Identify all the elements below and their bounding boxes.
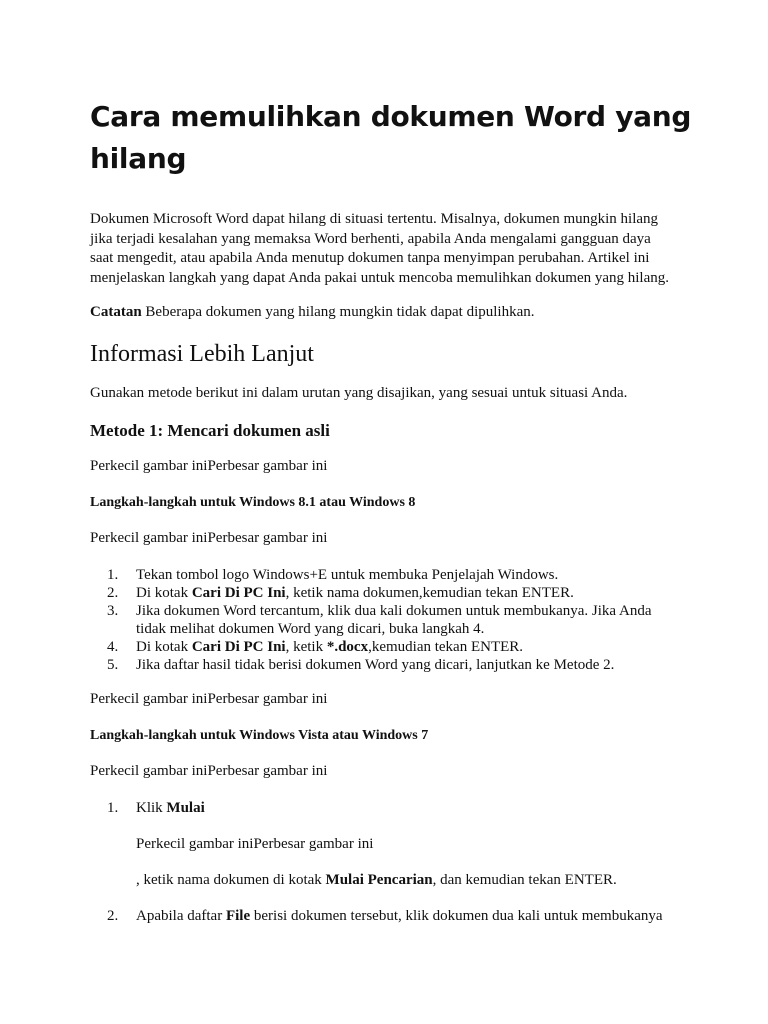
- step-text: , ketik: [285, 639, 327, 655]
- list-item: [107, 656, 696, 674]
- intro-paragraph: [90, 210, 669, 288]
- step-bold: File: [225, 908, 251, 924]
- step-bold: *.docx: [326, 639, 369, 655]
- win7-heading: Langkah-langkah untuk Windows Vista atau Windows 7: [90, 728, 429, 743]
- step-text: Jika dokumen Word tercantum, klik dua kali dokumen untuk membukanya. Jika Anda tidak melihat dokumen Word yang dicari, buka langkah 4.: [136, 603, 652, 637]
- list-item: [107, 584, 696, 602]
- intro-line: jika terjadi kesalahan yang memaksa Word berhenti, apabila Anda mengalami gangguan daya: [90, 230, 651, 247]
- list-item: [107, 638, 696, 656]
- intro-line: saat mengedit, atau apabila Anda menutup dokumen tanpa menyimpan perubahan. Artikel ini: [90, 250, 650, 266]
- list-number: 2.: [107, 908, 119, 924]
- note-paragraph: [90, 303, 535, 323]
- step-text: , ketik nama dokumen di kotak: [136, 872, 326, 888]
- list-number: 3.: [107, 603, 119, 619]
- step-continuation: [136, 871, 696, 889]
- image-toggle-link[interactable]: Perkecil gambar iniPerbesar gambar ini: [90, 458, 328, 474]
- step-text: ,kemudian tekan ENTER.: [368, 639, 524, 655]
- list-item: [107, 799, 696, 817]
- section-intro: Gunakan metode berikut ini dalam urutan yang disajikan, yang sesuai untuk situasi Anda.: [90, 385, 628, 401]
- note-text: Beberapa dokumen yang hilang mungkin tidak dapat dipulihkan.: [141, 304, 535, 320]
- step-text: berisi dokumen tersebut, klik dokumen dua kali untuk membukanya: [250, 908, 663, 924]
- page-title: Cara memulihkan dokumen Word yang hilang: [90, 100, 692, 175]
- step-text: Jika daftar hasil tidak berisi dokumen Word yang dicari, lanjutkan ke Metode 2.: [136, 657, 615, 673]
- step-text: , ketik nama dokumen,kemudian tekan ENTER.: [285, 585, 574, 601]
- list-number: 1.: [107, 800, 119, 816]
- note-label: Catatan: [90, 304, 142, 320]
- step-bold: Cari Di PC Ini: [191, 585, 286, 601]
- list-item: [107, 907, 696, 925]
- image-toggle-link[interactable]: Perkecil gambar iniPerbesar gambar ini: [90, 530, 328, 546]
- step-text: Di kotak: [136, 639, 192, 655]
- step-text: Apabila daftar: [136, 908, 226, 924]
- step-text: , dan kemudian tekan ENTER.: [432, 872, 617, 888]
- step-text: Klik: [136, 800, 167, 816]
- step-text: Di kotak: [136, 585, 192, 601]
- intro-line: Dokumen Microsoft Word dapat hilang di situasi tertentu. Misalnya, dokumen mungkin hilang: [90, 211, 659, 227]
- image-toggle-link[interactable]: Perkecil gambar iniPerbesar gambar ini: [136, 836, 374, 852]
- step-bold: Mulai Pencarian: [325, 872, 433, 888]
- list-number: 5.: [107, 657, 119, 673]
- list-number: 1.: [107, 567, 119, 583]
- step-text: Tekan tombol logo Windows+E untuk membuka Penjelajah Windows.: [136, 567, 559, 583]
- image-toggle-link[interactable]: Perkecil gambar iniPerbesar gambar ini: [90, 763, 328, 779]
- win8-heading: Langkah-langkah untuk Windows 8.1 atau Windows 8: [90, 495, 416, 510]
- intro-line: menjelaskan langkah yang dapat Anda pakai untuk mencoba memulihkan dokumen yang hilang.: [90, 269, 670, 286]
- list-number: 2.: [107, 585, 119, 601]
- step-bold: Mulai: [166, 800, 205, 816]
- image-toggle-link[interactable]: Perkecil gambar iniPerbesar gambar ini: [90, 691, 328, 707]
- step-bold: Cari Di PC Ini: [191, 639, 286, 655]
- list-item: [107, 602, 681, 638]
- section-heading: Informasi Lebih Lanjut: [90, 341, 314, 367]
- method1-heading: Metode 1: Mencari dokumen asli: [90, 421, 330, 440]
- list-item: [107, 566, 696, 584]
- list-number: 4.: [107, 639, 119, 655]
